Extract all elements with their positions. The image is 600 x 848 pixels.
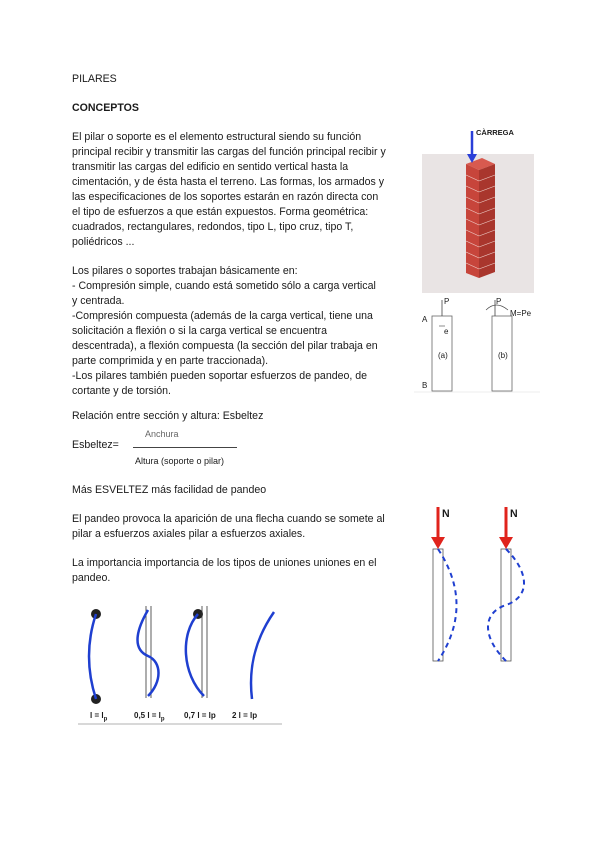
brick-column-illustration xyxy=(422,128,534,293)
intro-line: principal recibir y transmitir las cargas del función principal recibir y xyxy=(72,146,386,158)
eccentricity-label: e xyxy=(444,327,449,336)
section-heading: CONCEPTOS xyxy=(72,102,139,114)
work-line: cortante y de torsión. xyxy=(72,385,171,397)
fraction-bar xyxy=(133,447,237,448)
work-line: Los pilares o soportes trabajan básicamente en: xyxy=(72,265,298,277)
formula-denominator: Altura (soporte o pilar) xyxy=(135,456,225,466)
intro-line: poliédricos ... xyxy=(72,236,135,248)
axial-buckling-figure xyxy=(420,505,530,665)
intro-line: cimentación, y de ésta hasta el terreno. Las formas, los armados y xyxy=(72,176,385,188)
slenderness-note: Más ESVELTEZ más facilidad de pandeo xyxy=(72,484,267,496)
importance-line: pandeo. xyxy=(72,572,111,584)
load-label: CÀRREGA xyxy=(476,128,514,137)
work-line: parte comprimida y en parte traccionada). xyxy=(72,355,269,367)
work-line: y centrada. xyxy=(72,295,125,307)
buckling-paragraph xyxy=(72,512,402,542)
support-label: 2 l = lp xyxy=(232,711,258,720)
case-a-label: (a) xyxy=(438,351,448,360)
axial-label-right: N xyxy=(510,508,518,520)
work-line: -Los pilares también pueden soportar esfuerzos de pandeo, de xyxy=(72,370,368,382)
buckling-line: El pandeo provoca la aparición de una flecha cuando se somete al xyxy=(72,513,385,525)
work-line: - Compresión simple, cuando está sometido sólo a carga vertical xyxy=(72,280,376,292)
page-title: PILARES xyxy=(72,73,117,85)
point-a-label: A xyxy=(422,315,428,324)
relation-text: Relación entre sección y altura: Esbeltez xyxy=(72,410,264,422)
intro-paragraph xyxy=(72,130,402,250)
work-paragraph xyxy=(72,264,402,399)
intro-line: las especificaciones de los soportes estarán en razón directa con xyxy=(72,191,379,203)
intro-line: transmitir las cargas del edificio en sentido vertical hasta la xyxy=(72,161,349,173)
formula-lhs: Esbeltez= xyxy=(72,439,119,451)
work-line: -Compresión compuesta (además de la carga vertical, tiene una xyxy=(72,310,373,322)
p-label-left: P xyxy=(444,297,450,306)
importance-line: La importancia importancia de los tipos de uniones uniones en el xyxy=(72,557,377,569)
work-line: descentrada), a flexión compuesta (la sección del pilar trabaja en xyxy=(72,340,378,352)
case-b-label: (b) xyxy=(498,351,508,360)
buckling-illustration xyxy=(420,505,530,665)
intro-line: el tipo de esfuerzos a que están expuestos. Forma geométrica: xyxy=(72,206,369,218)
support-label: 0,5 $l = l_p$ xyxy=(134,711,165,723)
moment-label: M=Pe xyxy=(510,309,532,318)
compression-diagram xyxy=(412,298,542,394)
formula-numerator: Anchura xyxy=(145,429,179,439)
intro-line: cuadrados, rectangulares, redondos, tipo L, tipo cruz, tipo T, xyxy=(72,221,354,233)
support-types-figure xyxy=(76,604,286,728)
brick-column-figure xyxy=(422,128,534,293)
support-label: 0,7 l = lp xyxy=(184,711,216,720)
point-b-label: B xyxy=(422,381,428,390)
importance-paragraph xyxy=(72,556,402,586)
intro-line: El pilar o soporte es el elemento estructural siendo su función xyxy=(72,131,362,143)
axial-label-left: N xyxy=(442,508,450,520)
work-line: solicitación a flexión o si la carga vertical se encuentra xyxy=(72,325,327,337)
support-label: $l = l_p$ xyxy=(90,711,108,723)
p-label-right: P xyxy=(496,297,502,306)
buckling-line: pilar a esfuerzos axiales pilar a esfuerzos axiales. xyxy=(72,528,306,540)
